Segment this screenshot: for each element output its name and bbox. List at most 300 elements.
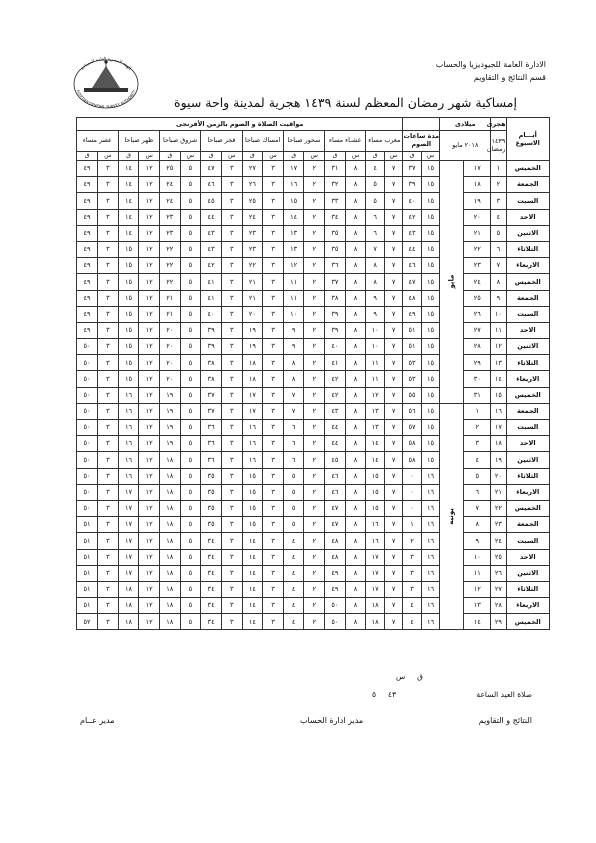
- hijri-day-cell: ١٩: [491, 452, 506, 468]
- gregorian-day-cell: ٩: [464, 533, 491, 549]
- unit-minute-label: ق: [366, 152, 384, 161]
- time-minute-cell: ٢٢: [242, 258, 263, 274]
- time-minute-cell: ٤٦: [325, 468, 346, 484]
- time-hour-cell: ١٢: [139, 614, 160, 630]
- time-hour-cell: ١٢: [139, 420, 160, 436]
- time-minute-cell: ٥: [366, 193, 384, 209]
- time-minute-cell: ١٧: [366, 581, 384, 597]
- time-minute-cell: ١٠: [366, 322, 384, 338]
- time-hour-cell: ٧: [384, 468, 402, 484]
- time-hour-cell: ٨: [345, 371, 366, 387]
- time-hour-cell: ٢: [304, 549, 325, 565]
- time-minute-cell: ١٨: [366, 614, 384, 630]
- time-minute-cell: ١٦: [283, 177, 304, 193]
- time-hour-cell: ٥: [180, 290, 201, 306]
- time-hour-cell: ١٢: [139, 533, 160, 549]
- time-minute-cell: ٤: [283, 533, 304, 549]
- time-hour-cell: ١٢: [139, 322, 160, 338]
- table-row: [77, 517, 550, 533]
- time-hour-cell: ٢: [304, 177, 325, 193]
- unit-hour-label: س: [180, 152, 201, 161]
- time-minute-cell: ٤٩: [77, 274, 98, 290]
- time-hour-cell: ٧: [384, 339, 402, 355]
- table-row: [77, 193, 550, 209]
- time-hour-cell: ٣: [98, 209, 119, 225]
- weekday-cell: الثلاثاء: [506, 355, 549, 371]
- fasting-hours-cell: ١٥: [421, 387, 439, 403]
- unit-minute-label: ق: [201, 152, 222, 161]
- hijri-day-cell: ٥: [491, 225, 506, 241]
- weekday-cell: السبت: [506, 193, 549, 209]
- time-minute-cell: ٥٠: [77, 420, 98, 436]
- gregorian-day-cell: ١٩: [464, 193, 491, 209]
- table-row: [77, 371, 550, 387]
- time-minute-cell: ٥١: [77, 549, 98, 565]
- hijri-day-cell: ٢٦: [491, 565, 506, 581]
- time-minute-cell: ١٤: [242, 549, 263, 565]
- gregorian-day-cell: ٢٧: [464, 322, 491, 338]
- table-row: [77, 177, 550, 193]
- time-hour-cell: ٥: [180, 614, 201, 630]
- time-hour-cell: ٨: [345, 533, 366, 549]
- time-minute-cell: ٤٩: [77, 258, 98, 274]
- time-minute-cell: ١٤: [242, 565, 263, 581]
- time-minute-cell: ١٦: [118, 387, 139, 403]
- fasting-minutes-cell: ٥٣: [403, 355, 421, 371]
- weekday-cell: الثلاثاء: [506, 581, 549, 597]
- fasting-hours-cell: ١٥: [421, 436, 439, 452]
- time-minute-cell: ١٨: [159, 452, 180, 468]
- time-minute-cell: ٣٤: [201, 549, 222, 565]
- time-minute-cell: ١٦: [118, 436, 139, 452]
- time-minute-cell: ٤٢: [325, 387, 346, 403]
- time-hour-cell: ٥: [180, 161, 201, 177]
- time-hour-cell: ١٢: [139, 403, 160, 419]
- time-minute-cell: ٤٩: [325, 581, 346, 597]
- gregorian-day-cell: ٢٣: [464, 258, 491, 274]
- time-minute-cell: ١١: [283, 290, 304, 306]
- unit-minute-label: ق: [283, 152, 304, 161]
- time-minute-cell: ٤٧: [201, 161, 222, 177]
- time-hour-cell: ٣: [263, 533, 284, 549]
- time-minute-cell: ١١: [283, 274, 304, 290]
- time-hour-cell: ١٢: [139, 598, 160, 614]
- time-minute-cell: ١٤: [242, 581, 263, 597]
- fasting-hours-cell: ١٥: [421, 322, 439, 338]
- time-hour-cell: ٢: [304, 420, 325, 436]
- time-hour-cell: ٣: [263, 290, 284, 306]
- hijri-day-cell: ٢٤: [491, 533, 506, 549]
- hijri-day-cell: ٢٢: [491, 500, 506, 516]
- time-minute-cell: ١٧: [118, 500, 139, 516]
- fasting-hours-cell: ١٦: [421, 549, 439, 565]
- time-hour-cell: ٧: [384, 355, 402, 371]
- weekday-cell: الاحد: [506, 436, 549, 452]
- time-hour-cell: ٧: [384, 371, 402, 387]
- time-hour-cell: ٥: [180, 500, 201, 516]
- time-minute-cell: ٥١: [77, 533, 98, 549]
- time-minute-cell: ١٦: [118, 452, 139, 468]
- time-hour-cell: ٥: [180, 258, 201, 274]
- authority-name: الادارة العامة للجيوديزيا والحساب: [435, 60, 546, 69]
- time-minute-cell: ٤: [283, 614, 304, 630]
- time-hour-cell: ٣: [98, 403, 119, 419]
- time-hour-cell: ٣: [98, 193, 119, 209]
- time-minute-cell: ٣٩: [325, 322, 346, 338]
- time-minute-cell: ٣٣: [325, 193, 346, 209]
- time-hour-cell: ٣: [263, 274, 284, 290]
- time-minute-cell: ٤٦: [325, 484, 346, 500]
- hijri-day-cell: ٩: [491, 290, 506, 306]
- time-hour-cell: ٢: [304, 614, 325, 630]
- unit-minute-label: ق: [118, 152, 139, 161]
- fasting-minutes-cell: ٤٤: [403, 241, 421, 257]
- gregorian-day-cell: ٤: [464, 452, 491, 468]
- time-hour-cell: ٢: [304, 322, 325, 338]
- time-minute-cell: ١٤: [283, 209, 304, 225]
- weekday-cell: الخميس: [506, 161, 549, 177]
- time-minute-cell: ١٨: [118, 581, 139, 597]
- gregorian-day-cell: ٢٥: [464, 290, 491, 306]
- weekday-cell: الاحد: [506, 549, 549, 565]
- time-minute-cell: ٤٧: [325, 517, 346, 533]
- time-minute-cell: ٥٠: [77, 371, 98, 387]
- time-minute-cell: ٥: [283, 484, 304, 500]
- time-hour-cell: ٣: [221, 161, 242, 177]
- time-minute-cell: ١٨: [159, 598, 180, 614]
- fasting-minutes-cell: ٤٣: [403, 225, 421, 241]
- time-minute-cell: ٥: [366, 177, 384, 193]
- time-minute-cell: ٢٢: [159, 274, 180, 290]
- time-minute-cell: ١٩: [242, 322, 263, 338]
- time-hour-cell: ٥: [180, 436, 201, 452]
- time-minute-cell: ٤٩: [77, 322, 98, 338]
- time-hour-cell: ٣: [221, 306, 242, 322]
- time-minute-cell: ٣٩: [201, 339, 222, 355]
- gregorian-day-cell: ١٧: [464, 161, 491, 177]
- time-hour-cell: ٨: [345, 225, 366, 241]
- weekday-cell: الاربعاء: [506, 484, 549, 500]
- time-minute-cell: ٢٤: [159, 193, 180, 209]
- gregorian-subheader: ٢٠١٨ مايو: [440, 131, 491, 161]
- weekday-cell: الخميس: [506, 387, 549, 403]
- table-row: [77, 484, 550, 500]
- time-hour-cell: ٥: [180, 533, 201, 549]
- time-minute-cell: ١٦: [242, 436, 263, 452]
- time-hour-cell: ٢: [304, 258, 325, 274]
- time-minute-cell: ٢٣: [159, 225, 180, 241]
- time-minute-cell: ٥٢: [77, 614, 98, 630]
- hijri-day-cell: ٢٩: [491, 614, 506, 630]
- table-row: [77, 500, 550, 516]
- time-hour-cell: ٧: [384, 161, 402, 177]
- time-minute-cell: ٣٤: [325, 209, 346, 225]
- unit-hour-label: س: [263, 152, 284, 161]
- time-hour-cell: ٣: [98, 322, 119, 338]
- time-minute-cell: ٤٧: [325, 500, 346, 516]
- fasting-minutes-cell: ٥٦: [403, 403, 421, 419]
- time-minute-cell: ٧: [366, 241, 384, 257]
- hijri-day-cell: ٢٥: [491, 549, 506, 565]
- time-minute-cell: ٤١: [325, 355, 346, 371]
- time-hour-cell: ٧: [384, 565, 402, 581]
- eid-hour-unit: س: [396, 672, 406, 681]
- fasting-hours-cell: ١٥: [421, 161, 439, 177]
- time-hour-cell: ٨: [345, 274, 366, 290]
- weekday-cell: الاربعاء: [506, 371, 549, 387]
- table-row: [77, 533, 550, 549]
- fasting-minutes-cell: ٤٧: [403, 274, 421, 290]
- time-minute-cell: ٣٧: [325, 274, 346, 290]
- time-minute-cell: ١٣: [366, 420, 384, 436]
- time-minute-cell: ١٨: [159, 549, 180, 565]
- time-hour-cell: ٣: [221, 452, 242, 468]
- time-hour-cell: ٣: [221, 565, 242, 581]
- time-hour-cell: ٣: [98, 420, 119, 436]
- time-hour-cell: ٣: [221, 339, 242, 355]
- unit-hour-label: س: [304, 152, 325, 161]
- hijri-subheader: ١٤٣٩ رمضان: [491, 131, 506, 161]
- time-minute-cell: ٩: [283, 339, 304, 355]
- fasting-hours-cell: ١٦: [421, 484, 439, 500]
- gregorian-day-cell: ١٤: [464, 614, 491, 630]
- time-hour-cell: ٣: [221, 581, 242, 597]
- time-minute-cell: ١٩: [242, 339, 263, 355]
- hijri-day-cell: ١٠: [491, 306, 506, 322]
- table-row: [77, 387, 550, 403]
- time-hour-cell: ٣: [98, 225, 119, 241]
- time-minute-cell: ١٨: [118, 614, 139, 630]
- time-minute-cell: ١٤: [118, 209, 139, 225]
- fasting-minutes-cell: ٥٣: [403, 371, 421, 387]
- time-hour-cell: ١٢: [139, 209, 160, 225]
- time-hour-cell: ٥: [180, 241, 201, 257]
- time-minute-cell: ١٨: [159, 500, 180, 516]
- time-hour-cell: ١٢: [139, 500, 160, 516]
- time-hour-cell: ٧: [384, 533, 402, 549]
- time-hour-cell: ٣: [263, 614, 284, 630]
- time-hour-cell: ٢: [304, 306, 325, 322]
- fasting-minutes-cell: ٤: [403, 598, 421, 614]
- time-hour-cell: ٥: [180, 403, 201, 419]
- time-hour-cell: ٣: [98, 258, 119, 274]
- hijri-day-cell: ١: [491, 161, 506, 177]
- time-minute-cell: ٢٠: [159, 355, 180, 371]
- time-minute-cell: ١٧: [118, 484, 139, 500]
- time-hour-cell: ٣: [221, 403, 242, 419]
- time-hour-cell: ٥: [180, 177, 201, 193]
- time-hour-cell: ٥: [180, 193, 201, 209]
- hijri-day-cell: ٢٠: [491, 468, 506, 484]
- time-hour-cell: ٣: [263, 436, 284, 452]
- time-minute-cell: ٥٠: [325, 614, 346, 630]
- time-hour-cell: ٢: [304, 436, 325, 452]
- time-minute-cell: ١٤: [242, 533, 263, 549]
- eid-prayer-time: [372, 690, 396, 699]
- fasting-minutes-cell: ٥١: [403, 322, 421, 338]
- time-hour-cell: ١٢: [139, 306, 160, 322]
- fasting-hours-cell: ١٥: [421, 420, 439, 436]
- time-hour-cell: ٨: [345, 355, 366, 371]
- fasting-hours-cell: ١٦: [421, 533, 439, 549]
- gregorian-day-cell: ٣١: [464, 387, 491, 403]
- fasting-duration-header: مدة ساعات الصوم: [403, 131, 440, 152]
- signature-accounts-director: مدير ادارة الحساب: [300, 716, 364, 725]
- time-hour-cell: ٣: [263, 500, 284, 516]
- fasting-hours-cell: ١٥: [421, 241, 439, 257]
- fasting-hours-cell: ١٥: [421, 193, 439, 209]
- gregorian-day-cell: ٢٢: [464, 241, 491, 257]
- time-minute-cell: ٥٠: [77, 484, 98, 500]
- time-hour-cell: ٧: [384, 225, 402, 241]
- time-hour-cell: ٣: [263, 403, 284, 419]
- time-minute-cell: ٣٤: [201, 565, 222, 581]
- time-hour-cell: ٣: [98, 614, 119, 630]
- time-minute-cell: ٥٠: [77, 403, 98, 419]
- time-hour-cell: ٣: [263, 161, 284, 177]
- time-hour-cell: ٨: [345, 452, 366, 468]
- time-minute-cell: ٥: [283, 517, 304, 533]
- time-minute-cell: ١٥: [283, 193, 304, 209]
- table-row: [77, 161, 550, 177]
- hijri-day-cell: ٣: [491, 193, 506, 209]
- time-hour-cell: ٢: [304, 533, 325, 549]
- time-hour-cell: ٨: [345, 306, 366, 322]
- fasting-hours-cell: ١٥: [421, 306, 439, 322]
- time-minute-cell: ٢٥: [242, 193, 263, 209]
- time-minute-cell: ٤: [366, 161, 384, 177]
- time-hour-cell: ٣: [98, 598, 119, 614]
- time-hour-cell: ٣: [221, 468, 242, 484]
- time-hour-cell: ٨: [345, 258, 366, 274]
- time-minute-cell: ٨: [366, 258, 384, 274]
- time-hour-cell: ٧: [384, 177, 402, 193]
- isha-header: عشـاء مساء: [325, 131, 366, 152]
- weekday-cell: الخميس: [506, 274, 549, 290]
- time-minute-cell: ٤٥: [201, 193, 222, 209]
- time-minute-cell: ٥١: [77, 598, 98, 614]
- gregorian-day-cell: ١٠: [464, 549, 491, 565]
- time-hour-cell: ٣: [221, 371, 242, 387]
- time-hour-cell: ٣: [221, 355, 242, 371]
- time-minute-cell: ٥١: [77, 517, 98, 533]
- time-minute-cell: ٤: [283, 598, 304, 614]
- unit-minute-label: ق: [403, 152, 421, 161]
- time-minute-cell: ٢٢: [159, 258, 180, 274]
- fasting-minutes-cell: ٥١: [403, 339, 421, 355]
- time-minute-cell: ٤٤: [201, 209, 222, 225]
- fasting-minutes-cell: ٣: [403, 549, 421, 565]
- department-name: قسم النتائج و التقاويم: [473, 73, 546, 82]
- time-minute-cell: ٣٦: [201, 452, 222, 468]
- time-hour-cell: ٢: [304, 565, 325, 581]
- hijri-day-cell: ٢٨: [491, 598, 506, 614]
- fasting-hours-cell: ١٥: [421, 339, 439, 355]
- time-minute-cell: ٣٤: [201, 614, 222, 630]
- time-hour-cell: ٣: [98, 387, 119, 403]
- survey-authority-logo: [70, 52, 142, 110]
- prayer-times-header: مواقيت الصلاة و الصوم بالزمن الأفرنجى: [77, 118, 403, 131]
- logo-english-text: EGYPTIAN GENERAL SURVEY AUTHORITY: [75, 89, 137, 110]
- time-hour-cell: ٣: [263, 420, 284, 436]
- time-hour-cell: ٣: [98, 468, 119, 484]
- time-hour-cell: ٥: [180, 355, 201, 371]
- month-name: مايو: [447, 274, 456, 289]
- time-minute-cell: ١٥: [118, 355, 139, 371]
- fasting-hours-cell: ١٥: [421, 209, 439, 225]
- time-minute-cell: ١٥: [242, 517, 263, 533]
- time-hour-cell: ٨: [345, 581, 366, 597]
- time-hour-cell: ٣: [221, 533, 242, 549]
- gregorian-day-cell: ٢٦: [464, 306, 491, 322]
- time-minute-cell: ١٦: [366, 517, 384, 533]
- time-hour-cell: ٣: [98, 371, 119, 387]
- time-hour-cell: ٧: [384, 258, 402, 274]
- time-hour-cell: ٨: [345, 161, 366, 177]
- hijri-day-cell: ٢١: [491, 484, 506, 500]
- time-minute-cell: ٥٠: [325, 598, 346, 614]
- time-hour-cell: ٣: [263, 565, 284, 581]
- time-minute-cell: ٣٦: [201, 436, 222, 452]
- time-minute-cell: ١٨: [118, 598, 139, 614]
- time-minute-cell: ٣٤: [201, 598, 222, 614]
- time-hour-cell: ٨: [345, 614, 366, 630]
- fasting-minutes-cell: ٤٨: [403, 290, 421, 306]
- time-minute-cell: ١٢: [366, 387, 384, 403]
- time-hour-cell: ٨: [345, 420, 366, 436]
- fasting-hours-cell: ١٦: [421, 565, 439, 581]
- time-hour-cell: ٣: [221, 177, 242, 193]
- gregorian-header: ميلادى: [440, 118, 491, 131]
- time-hour-cell: ٥: [180, 371, 201, 387]
- weekday-cell: الخميس: [506, 614, 549, 630]
- time-minute-cell: ١٤: [118, 161, 139, 177]
- time-hour-cell: ٣: [263, 371, 284, 387]
- time-minute-cell: ٣٢: [325, 177, 346, 193]
- time-minute-cell: ٢١: [242, 290, 263, 306]
- hijri-day-cell: ٦: [491, 241, 506, 257]
- time-hour-cell: ٨: [345, 403, 366, 419]
- time-hour-cell: ١٢: [139, 371, 160, 387]
- hijri-day-cell: ١٣: [491, 355, 506, 371]
- time-minute-cell: ٤: [283, 565, 304, 581]
- table-row: [77, 274, 550, 290]
- time-hour-cell: ٣: [263, 322, 284, 338]
- time-minute-cell: ١٥: [118, 371, 139, 387]
- time-hour-cell: ٣: [221, 436, 242, 452]
- time-minute-cell: ٣٨: [201, 371, 222, 387]
- time-hour-cell: ٧: [384, 209, 402, 225]
- fasting-hours-cell: ١٥: [421, 290, 439, 306]
- time-hour-cell: ٢: [304, 339, 325, 355]
- table-row: [77, 452, 550, 468]
- fasting-minutes-cell: ٠: [403, 484, 421, 500]
- time-hour-cell: ٣: [263, 225, 284, 241]
- time-minute-cell: ١٦: [118, 420, 139, 436]
- time-hour-cell: ١٢: [139, 468, 160, 484]
- time-hour-cell: ٣: [221, 500, 242, 516]
- hijri-day-cell: ٤: [491, 209, 506, 225]
- time-hour-cell: ٨: [345, 484, 366, 500]
- time-minute-cell: ٤٠: [201, 306, 222, 322]
- time-minute-cell: ٤٤: [325, 436, 346, 452]
- time-minute-cell: ٥٠: [77, 387, 98, 403]
- time-minute-cell: ٤٠: [325, 339, 346, 355]
- weekday-cell: الثلاثاء: [506, 241, 549, 257]
- time-minute-cell: ١٧: [118, 533, 139, 549]
- time-hour-cell: ٣: [263, 339, 284, 355]
- time-hour-cell: ٧: [384, 274, 402, 290]
